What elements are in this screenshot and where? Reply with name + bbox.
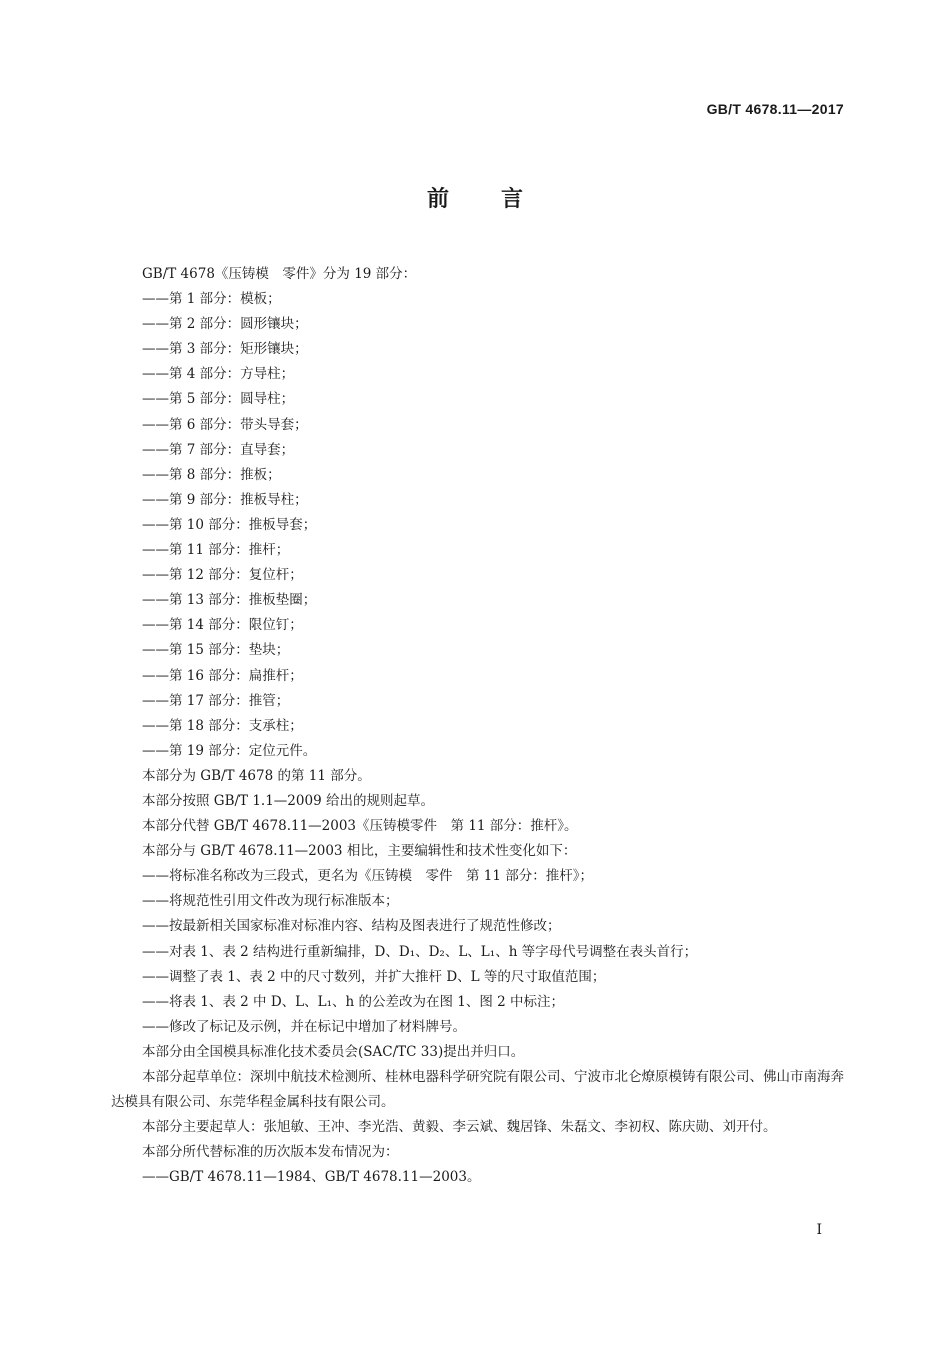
drafters-paragraph: 本部分主要起草人：张旭敏、王冲、李光浩、黄毅、李云斌、魏居锋、朱磊文、李初权、陈庆勋、刘开付。 (142, 1119, 777, 1136)
part-list-item: ——第 8 部分：推板； (142, 466, 281, 483)
change-list-item: ——修改了标记及示例，并在标记中增加了材料牌号。 (142, 1018, 466, 1035)
part-list-item: ——第 17 部分：推管； (142, 692, 290, 709)
document-code: GB/T 4678.11—2017 (706, 101, 844, 117)
part-list-item: ——第 1 部分：模板； (142, 291, 281, 308)
change-list-item: ——将规范性引用文件改为现行标准版本； (142, 893, 399, 910)
drafting-units-paragraph: 本部分起草单位：深圳中航技术检测所、桂林电器科学研究院有限公司、宁波市北仑燎原模铸有限公司、佛山市南海奔达模具有限公司、东莞华程金属科技有限公司。 (111, 1069, 844, 1111)
part-list-item: ——第 18 部分：支承柱； (142, 717, 303, 734)
part-list-item: ——第 11 部分：推杆； (142, 542, 290, 559)
history-list-item: ——GB/T 4678.11—1984、GB/T 4678.11—2003。 (142, 1169, 481, 1186)
part-statement: 本部分为 GB/T 4678 的第 11 部分。 (142, 767, 371, 784)
proposer-statement: 本部分由全国模具标准化技术委员会(SAC/TC 33)提出并归口。 (142, 1043, 525, 1060)
change-list-item: ——对表 1、表 2 结构进行重新编排，D、D₁、D₂、L、L₁、h 等字母代号调整在表头首行； (142, 943, 698, 960)
part-list-item: ——第 16 部分：扁推杆； (142, 667, 303, 684)
intro-paragraph: GB/T 4678《压铸模 零件》分为 19 部分： (142, 266, 417, 282)
part-list-item: ——第 6 部分：带头导套； (142, 416, 308, 433)
page-number: I (816, 1222, 822, 1238)
part-list-item: ——第 9 部分：推板导柱； (142, 491, 308, 508)
part-list-item: ——第 14 部分：限位钉； (142, 617, 303, 634)
part-list-item: ——第 3 部分：矩形镶块； (142, 341, 308, 358)
change-list-item: ——将标准名称改为三段式，更名为《压铸模 零件 第 11 部分：推杆》； (142, 868, 594, 885)
part-list-item: ——第 15 部分：垫块； (142, 642, 290, 659)
part-list-item: ——第 5 部分：圆导柱； (142, 391, 295, 408)
drafting-rules-statement: 本部分按照 GB/T 1.1—2009 给出的规则起草。 (142, 792, 434, 809)
changes-intro: 本部分与 GB/T 4678.11—2003 相比，主要编辑性和技术性变化如下： (142, 843, 577, 860)
part-list-item: ——第 2 部分：圆形镶块； (142, 316, 308, 333)
change-list-item: ——调整了表 1、表 2 中的尺寸数列，并扩大推杆 D、L 等的尺寸取值范围； (142, 968, 606, 985)
part-list-item: ——第 19 部分：定位元件。 (142, 742, 317, 759)
history-intro: 本部分所代替标准的历次版本发布情况为： (142, 1144, 399, 1161)
part-list-item: ——第 12 部分：复位杆； (142, 567, 303, 584)
document-body (111, 262, 846, 1190)
change-list-item: ——按最新相关国家标准对标准内容、结构及图表进行了规范性修改； (142, 918, 561, 935)
part-list-item: ——第 4 部分：方导柱； (142, 366, 295, 383)
replacement-statement: 本部分代替 GB/T 4678.11—2003《压铸模零件 第 11 部分：推杆》。 (142, 818, 578, 835)
part-list-item: ——第 13 部分：推板垫圈； (142, 592, 317, 609)
page-title: 前言 (426, 187, 575, 212)
part-list-item: ——第 7 部分：直导套； (142, 441, 295, 458)
change-list-item: ——将表 1、表 2 中 D、L、L₁、h 的公差改为在图 1、图 2 中标注； (142, 993, 565, 1010)
part-list-item: ——第 10 部分：推板导套； (142, 516, 317, 533)
